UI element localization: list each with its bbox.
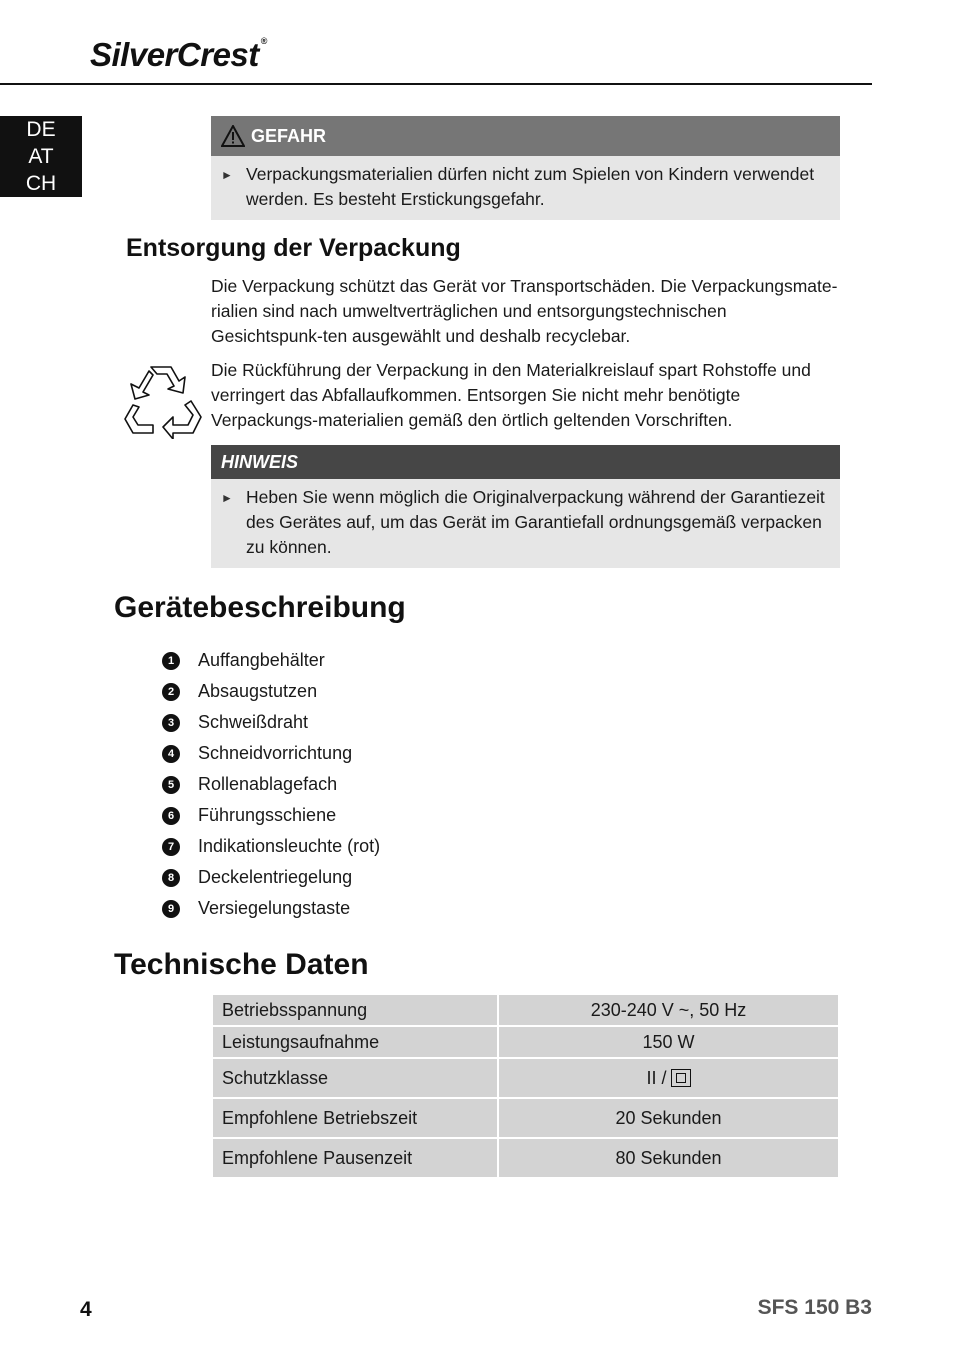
spec-label: Schutzklasse bbox=[212, 1058, 498, 1098]
spec-value: 230-240 V ~, 50 Hz bbox=[498, 994, 839, 1026]
disposal-paragraph-2: Die Rückführung der Verpackung in den Materialkreislauf spart Rohstoffe und verringert das Abfallaufkommen. Entsorgen Sie nicht mehr benötigte Verpackungs-materialien gemäß den örtlich geltenden Vorschriften. bbox=[211, 360, 811, 430]
specs-heading: Technische Daten bbox=[114, 948, 369, 981]
parts-list bbox=[162, 645, 380, 924]
part-label: Absaugstutzen bbox=[198, 681, 318, 701]
part-label: Deckelentriegelung bbox=[198, 867, 353, 887]
specs-table bbox=[211, 993, 840, 1179]
part-label: Versiegelungstaste bbox=[198, 898, 351, 918]
spec-label: Empfohlene Pausenzeit bbox=[212, 1138, 498, 1178]
note-body bbox=[211, 479, 840, 568]
number-badge: 1 bbox=[162, 652, 180, 670]
part-label: Führungsschiene bbox=[198, 805, 337, 825]
part-label: Indikationsleuchte (rot) bbox=[198, 836, 381, 856]
part-label: Schneidvorrichtung bbox=[198, 743, 353, 763]
description-heading: Gerätebeschreibung bbox=[114, 591, 406, 624]
danger-body bbox=[211, 156, 840, 220]
spec-value-cell bbox=[498, 1058, 839, 1098]
spec-value: 80 Sekunden bbox=[498, 1138, 839, 1178]
number-badge: 5 bbox=[162, 776, 180, 794]
lang-ch: CH bbox=[25, 172, 57, 195]
table-row bbox=[212, 1138, 839, 1178]
registered-mark: ® bbox=[260, 36, 267, 46]
model-name: SFS 150 B3 bbox=[757, 1296, 872, 1319]
number-badge: 9 bbox=[162, 900, 180, 918]
recycle-icon bbox=[121, 361, 203, 439]
spec-value: 20 Sekunden bbox=[498, 1098, 839, 1138]
spec-label: Empfohlene Betriebszeit bbox=[212, 1098, 498, 1138]
part-label: Auffangbehälter bbox=[198, 650, 325, 670]
spec-value: 150 W bbox=[498, 1026, 839, 1058]
warning-triangle-icon bbox=[221, 125, 245, 147]
table-row bbox=[212, 1058, 839, 1098]
number-badge: 4 bbox=[162, 745, 180, 763]
number-badge: 3 bbox=[162, 714, 180, 732]
spec-value: II / bbox=[646, 1067, 667, 1088]
number-badge: 2 bbox=[162, 683, 180, 701]
brand-logo bbox=[90, 36, 267, 74]
table-row bbox=[212, 1098, 839, 1138]
lang-de: DE bbox=[26, 118, 56, 141]
list-item bbox=[162, 645, 380, 676]
bullet-arrow-icon: ► bbox=[221, 491, 233, 505]
number-badge: 6 bbox=[162, 807, 180, 825]
list-item bbox=[162, 676, 380, 707]
list-item bbox=[162, 800, 380, 831]
brand-name: SilverCrest bbox=[90, 36, 259, 73]
header-rule bbox=[0, 83, 872, 85]
note-header bbox=[211, 445, 840, 479]
danger-text: Verpackungsmaterialien dürfen nicht zum Spielen von Kindern verwendet werden. Es besteht Erstickungsgefahr. bbox=[246, 164, 815, 209]
list-item bbox=[162, 707, 380, 738]
protection-class-icon bbox=[671, 1069, 691, 1087]
note-text: Heben Sie wenn möglich die Originalverpackung während der Garantiezeit des Gerätes auf, um das Gerät im Garantiefall ordnungsgemäß verpacken zu können. bbox=[246, 487, 825, 557]
bullet-arrow-icon: ► bbox=[221, 168, 233, 182]
list-item bbox=[162, 769, 380, 800]
spec-label: Leistungsaufnahme bbox=[212, 1026, 498, 1058]
danger-header bbox=[211, 116, 840, 156]
list-item bbox=[162, 862, 380, 893]
lang-at: AT bbox=[28, 145, 54, 168]
danger-title: GEFAHR bbox=[251, 125, 327, 146]
table-row bbox=[212, 1026, 839, 1058]
disposal-paragraph-1: Die Verpackung schützt das Gerät vor Transportschäden. Die Verpackungsmate-rialien sind nach umweltverträglichen und entsorgungstechnischen Gesichtspunk-ten ausgewählt und deshalb recyclebar. bbox=[211, 276, 838, 346]
disposal-heading: Entsorgung der Verpackung bbox=[126, 234, 461, 262]
note-callout bbox=[211, 445, 840, 568]
list-item bbox=[162, 893, 380, 924]
page-number: 4 bbox=[80, 1298, 92, 1321]
note-title: HINWEIS bbox=[221, 451, 299, 472]
spec-label: Betriebsspannung bbox=[212, 994, 498, 1026]
list-item bbox=[162, 831, 380, 862]
table-row bbox=[212, 994, 839, 1026]
number-badge: 7 bbox=[162, 838, 180, 856]
list-item bbox=[162, 738, 380, 769]
part-label: Rollenablagefach bbox=[198, 774, 338, 794]
part-label: Schweißdraht bbox=[198, 712, 309, 732]
number-badge: 8 bbox=[162, 869, 180, 887]
danger-callout bbox=[211, 116, 840, 220]
language-tab bbox=[0, 116, 82, 197]
